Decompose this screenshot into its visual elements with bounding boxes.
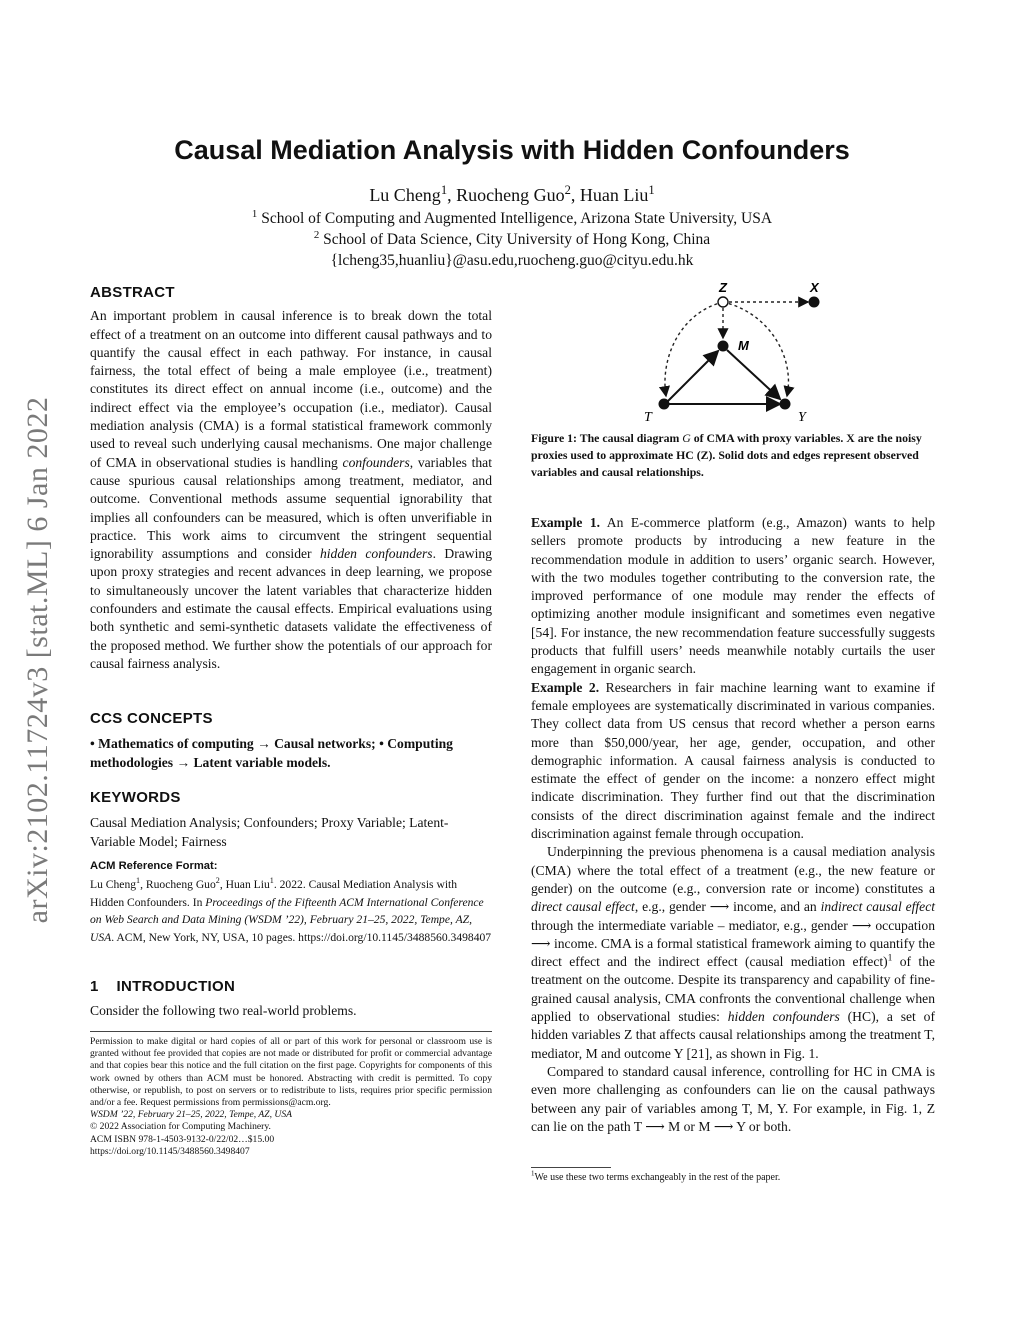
right-column-body xyxy=(531,514,935,1136)
affiliation-2-text: School of Data Science, City University of Hong Kong, China xyxy=(323,231,711,248)
figure-caption-a: Figure 1: The causal diagram xyxy=(531,431,683,445)
node-y xyxy=(780,399,791,410)
acm-ref-sup-2: 2 xyxy=(215,875,220,885)
acm-ref-author-2: , Ruocheng Guo xyxy=(140,877,216,891)
permission-block xyxy=(90,1036,492,1158)
edge-z-t xyxy=(665,302,723,396)
node-x-label: X xyxy=(810,280,819,295)
permission-conference: WSDM ’22, February 21–25, 2022, Tempe, AZ, USA xyxy=(90,1109,292,1121)
edge-z-y xyxy=(723,302,788,396)
footnote-text: We use these two terms exchangeably in the rest of the paper. xyxy=(534,1172,781,1183)
example-2-text: Researchers in fair machine learning want to examine if female employees are systematically discriminated in various companies. They collect data from US census that record whether a person earns more than $50,000/year, her age, gender, occupation, and other demographic information. A causal fairness analysis is conducted to estimate the effect of gender on the income: a nonzero effect might indicate discrimination. They further find out that the discrimination consists of the direct discrimination against female and the indirect discrimination against female through occupation. xyxy=(531,679,935,842)
affiliation-2 xyxy=(0,228,1024,249)
example-1-label: Example 1. xyxy=(531,515,601,530)
para-cma-c: through the intermediate variable – mediator, e.g., gender ⟶ occupation ⟶ income. CMA is a formal statistical framework aiming to quantify the direct effect and the indirect effect (causal mediation effect) xyxy=(531,917,935,970)
abstract-heading: ABSTRACT xyxy=(90,284,175,301)
arxiv-stamp xyxy=(8,360,68,960)
introduction-heading: 1 INTRODUCTION xyxy=(90,978,236,995)
para-cma-a: Underpinning the previous phenomena is a causal mediation analysis (CMA) where the total effect of a treatment (e.g., the new feature or gender) on the outcome (e.g., conversion rate or income) constitutes a xyxy=(531,844,935,896)
keywords-heading: KEYWORDS xyxy=(90,789,181,806)
abstract-text-3: . Drawing upon proxy strategies and recent advances in deep learning, we propose to simultaneously uncover the latent variables that characterize hidden confounders and estimate the causal effects. Empirical evaluations using both synthetic and semi-synthetic datasets validate the effectiveness of the proposed method. We further show the potentials of our approach for causal fairness analysis. xyxy=(90,546,492,671)
edge-t-m xyxy=(667,351,718,402)
abstract-section xyxy=(90,284,492,673)
introduction-section xyxy=(90,978,492,1021)
permission-isbn: ACM ISBN 978-1-4503-9132-0/22/02…$15.00 xyxy=(90,1133,275,1145)
example-1 xyxy=(531,514,935,679)
node-m-label: M xyxy=(738,338,749,353)
footnote-sup: 1 xyxy=(531,1169,535,1178)
acm-reference xyxy=(90,858,492,947)
figure-caption-g: G xyxy=(682,431,691,445)
node-z-label: Z xyxy=(719,280,727,295)
footnote xyxy=(531,1169,935,1184)
affiliation-1-sup: 1 xyxy=(251,207,258,220)
abstract-text-1: An important problem in causal inference is to break down the total effect of a treatment on an outcome into different causal pathways and to quantify the causal effect in each pathway. For instance, in causal fairness, the total effect of being a male employee (i.e., treatment) constitutes its direct effect on annual income (i.e., outcome) and the indirect effect via the employee’s occupation (i.e., mediator). Causal mediation analysis (CMA) is a formal statistical framework commonly used to reveal such underlying causal mechanisms. One major challenge of CMA in observational studies is handling xyxy=(90,308,492,470)
affiliation-1-text: School of Computing and Augmented Intelligence, Arizona State University, USA xyxy=(261,210,773,227)
node-m xyxy=(718,341,729,352)
node-t xyxy=(659,399,670,410)
paragraph-cma xyxy=(531,843,935,1063)
ccs-text: • Mathematics of computing → Causal networks; • Computing methodologies → Latent variable models. xyxy=(90,736,453,770)
author-1-affil: 1 xyxy=(440,183,448,197)
acm-ref-title: . 2022. Causal Mediation Analysis with Hidden Confounders. In xyxy=(90,877,458,909)
abstract-text-2: , variables that cause spurious causal relationships among treatment, mediator, and outcome. Conventional methods assume sequential ignorability that implies all confounders can be measured, which is often unverifiable in practice. This work aims to circumvent the stringent sequential ignorability assumptions and consider xyxy=(90,454,492,562)
author-3-affil: 1 xyxy=(648,183,655,197)
permission-copyright: © 2022 Association for Computing Machinery. xyxy=(90,1121,271,1133)
affiliation-1 xyxy=(0,207,1024,228)
acm-ref-sup-1: 1 xyxy=(136,875,141,885)
keywords-section xyxy=(90,789,492,851)
ccs-heading: CCS CONCEPTS xyxy=(90,710,213,727)
abstract-italic-2: hidden confounders xyxy=(319,546,433,562)
para-cma-b: , e.g., gender ⟶ income, and an xyxy=(634,899,821,915)
acm-ref-doi: . ACM, New York, NY, USA, 10 pages. https://doi.org/10.1145/3488560.3498407 xyxy=(111,931,492,945)
acm-ref-author-1: Lu Cheng xyxy=(90,877,137,891)
author-list: Lu Cheng$^1$, Ruocheng Guo$^2$, Huan Liu$^1$ xyxy=(369,183,655,205)
introduction-text: Consider the following two real-world problems. xyxy=(90,1003,357,1019)
acm-ref-venue: Proceedings of the Fifteenth ACM International Conference on Web Search and Data Mining (WSDM ’22), February 21–25, 2022, Tempe, AZ, USA xyxy=(90,895,484,945)
permission-rule xyxy=(90,1031,492,1032)
author-3: Huan Liu xyxy=(579,185,649,205)
paragraph-compared: Compared to standard causal inference, controlling for HC in CMA is even more challenging as confounders can lie on the causal pathways between any pair of variables among T, M, Y. For example, in Fig. 1, Z can lie on the path T ⟶ M or M ⟶ Y or both. xyxy=(531,1063,935,1134)
para-cma-direct-effect: direct causal effect xyxy=(531,899,635,915)
node-t-label: T xyxy=(644,410,652,425)
figure-caption xyxy=(531,430,935,481)
node-x xyxy=(809,297,820,308)
ccs-section xyxy=(90,710,492,772)
example-2 xyxy=(531,679,935,844)
para-cma-d: of the treatment on the outcome. Despite its transparency and capability of fine-grained causal analysis, CMA confronts the conventional challenge when applied to observational studies: xyxy=(531,954,935,1025)
author-1: Lu Cheng xyxy=(369,185,441,205)
figure-caption-b: of CMA with proxy variables. X are the noisy proxies used to approximate HC (Z). Solid dots and edges represent observed variables and causal relationships. xyxy=(531,431,922,479)
para-cma-indirect-effect: indirect causal effect xyxy=(820,899,935,915)
abstract-italic-1: confounders xyxy=(342,454,410,470)
author-emails: {lcheng35,huanliu}@asu.edu,ruocheng.guo@cityu.edu.hk xyxy=(330,252,694,269)
example-2-label: Example 2. xyxy=(531,679,600,695)
author-2: Ruocheng Guo xyxy=(456,185,565,205)
causal-diagram xyxy=(630,278,835,428)
node-z xyxy=(718,297,728,307)
abstract-body xyxy=(90,307,492,673)
keywords-text: Causal Mediation Analysis; Confounders; Proxy Variable; Latent-Variable Model; Fairness xyxy=(90,815,449,849)
permission-text: Permission to make digital or hard copies of all or part of this work for personal or classroom use is granted without fee provided that copies are not made or distributed for profit or commercial advantage and that copies bear this notice and the full citation on the first page. Copyrights for components of this work owned by others than ACM must be honored. Abstracting with credit is permitted. To copy otherwise, or republish, to post on servers or to redistribute to lists, requires prior specific permission and/or a fee. Request permissions from permissions@acm.org. xyxy=(90,1036,492,1109)
acm-reference-heading: ACM Reference Format: xyxy=(90,860,218,872)
paper-title: Causal Mediation Analysis with Hidden Confounders xyxy=(174,135,850,165)
footnote-marker: 1 xyxy=(887,953,893,964)
author-2-affil: 2 xyxy=(564,183,571,197)
affiliation-2-sup: 2 xyxy=(313,228,320,241)
acm-reference-text xyxy=(90,876,492,947)
acm-ref-author-3: , Huan Liu xyxy=(219,877,270,891)
para-cma-hidden-confounders: hidden confounders xyxy=(727,1009,840,1025)
example-1-text: An E-commerce platform (e.g., Amazon) wants to help sellers promote products by introducing a new feature in the recommendation module in addition to users’ organic search. However, with the two modules together contributing to the conversion rate, the improved performance of one module may render the effects of optimizing another module insignificant and sometimes even negative [54]. For instance, the new recommendation feature successfully suggests products that fulfill users’ needs meanwhile notably curtails the user engagement in organic search. xyxy=(531,515,935,677)
node-y-label: Y xyxy=(798,410,806,425)
acm-ref-sup-3: 1 xyxy=(269,875,274,885)
edge-m-y xyxy=(727,350,780,399)
para-cma-e: (HC), a set of hidden variables Z that affects causal relationships among the treatment T, mediator, M and outcome Y [21], as shown in Fig. 1. xyxy=(531,1009,935,1061)
footnote-rule xyxy=(531,1167,611,1168)
permission-doi: https://doi.org/10.1145/3488560.3498407 xyxy=(90,1145,250,1157)
arxiv-stamp-text: arXiv:2102.11724v3 [stat.ML] 6 Jan 2022 xyxy=(21,396,54,924)
